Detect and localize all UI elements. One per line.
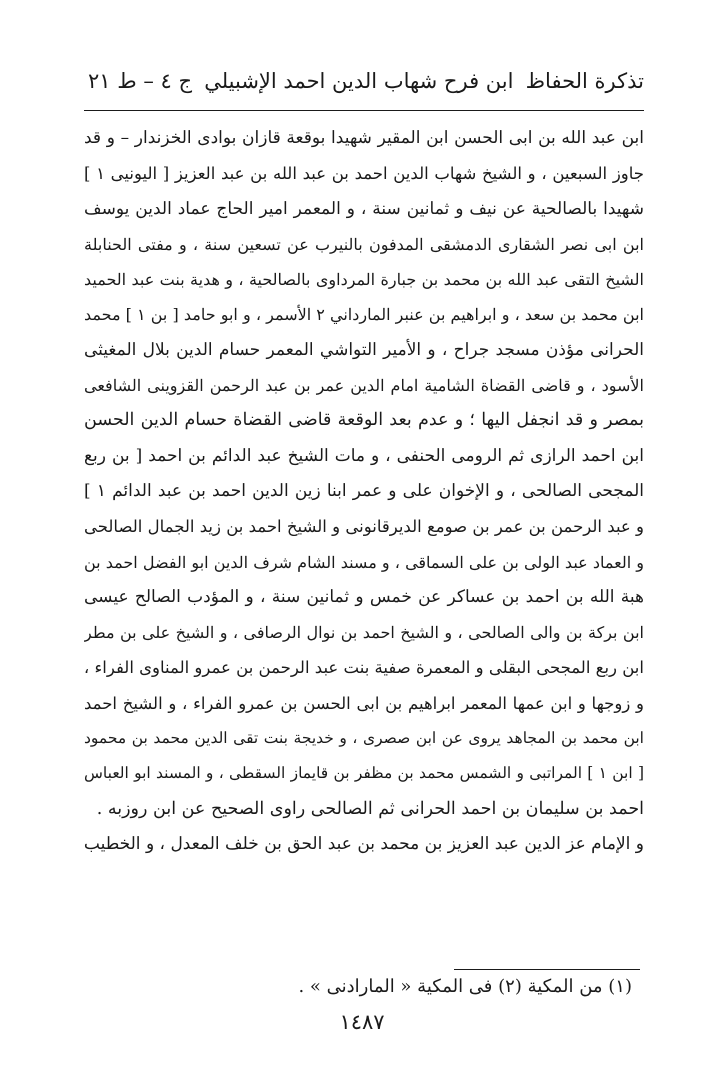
- text-line: ابن ابى نصر الشقارى الدمشقى المدفون بالنيرب عن تسعين سنة ، و مفتى الحنابلة: [84, 234, 644, 254]
- body-text: [84, 121, 644, 862]
- header-entry-title: ابن فرح شهاب الدين احمد الإشبيلي: [204, 69, 514, 93]
- text-line: بمصر و قد انجفل اليها ؛ و عدم بعد الوقعة قاضى القضاة حسام الدين الحسن: [84, 410, 644, 431]
- text-line: ابن محمد بن المجاهد يروى عن ابن صصرى ، و خديجة بنت تقى الدين محمد بن محمود: [84, 729, 644, 748]
- text-line: ابن احمد الرازى ثم الرومى الحنفى ، و مات الشيخ عبد الدائم بن احمد [ بن ربع: [84, 445, 644, 466]
- header-volume-ref: ج ٤ – ط ٢١: [88, 69, 193, 93]
- text-line: [ ابن ١ ] المراتبى و الشمس محمد بن مظفر بن قايماز السقطى ، و المسند ابو العباس: [84, 764, 644, 783]
- text-line: ابن عبد الله بن ابى الحسن ابن المقير شهيدا بوقعة قازان بوادى الخزندار – و قد: [84, 128, 644, 148]
- header-rule: [84, 110, 644, 111]
- text-line: شهيدا بالصالحية عن نيف و ثمانين سنة ، و المعمر امير الحاج عماد الدين يوسف: [84, 198, 644, 219]
- footnote: (١) من المكية (٢) فى المكية « المارادنى » .: [298, 976, 632, 997]
- text-line: جاوز السبعين ، و الشيخ شهاب الدين احمد بن عبد الله بن عبد العزيز [ اليونيى ١ ]: [84, 164, 644, 184]
- text-line: و الإمام عز الدين عبد العزيز بن محمد بن عبد الحق بن خلف المعدل ، و الخطيب: [84, 833, 644, 854]
- header-book-title: تذكرة الحفاظ: [525, 69, 644, 93]
- text-line: الأسود ، و قاضى القضاة الشامية امام الدين عمر بن عبد الرحمن القزوينى الشافعى: [84, 376, 644, 396]
- text-line: احمد بن سليمان بن احمد الحرانى ثم الصالحى راوى الصحيح عن ابن روزبه .: [96, 798, 644, 819]
- text-line: و العماد عبد الولى بن على السماقى ، و مسند الشام شرف الدين ابو الفضل احمد بن: [84, 552, 644, 572]
- text-line: و عبد الرحمن بن عمر بن صومع الديرقانونى و الشيخ احمد بن زيد الجمال الصالحى: [84, 517, 644, 537]
- running-header: [88, 62, 644, 100]
- footnote-rule: [454, 969, 640, 970]
- text-line: ابن بركة بن والى الصالحى ، و الشيخ احمد بن نوال الرصافى ، و الشيخ على بن مطر: [84, 623, 644, 643]
- text-line: ابن ربع المجحى البقلى و المعمرة صفية بنت عبد الرحمن بن عمرو المناوى الفراء ،: [84, 658, 644, 678]
- text-line: الحرانى مؤذن مسجد جراح ، و الأمير التواشي المعمر حسام الدين بلال المغيثى: [84, 339, 644, 360]
- page-number: ١٤٨٧: [339, 1010, 385, 1034]
- text-line: الشيخ التقى عبد الله بن محمد بن جبارة المرداوى بالصالحية ، و هدية بنت عبد الحميد: [84, 270, 644, 290]
- text-line: ابن محمد بن سعد ، و ابراهيم بن عنبر المارداني ٢ الأسمر ، و ابو حامد [ بن ١ ] محمد: [84, 305, 644, 325]
- text-line: و زوجها و ابن عمها المعمر ابراهيم بن ابى الحسن بن عمرو الفراء ، و الشيخ احمد: [84, 693, 644, 713]
- text-line: المجحى الصالحى ، و الإخوان على و عمر ابنا زين الدين احمد بن عبد الدائم ١ ]: [84, 480, 644, 501]
- text-line: هبة الله بن احمد بن عساكر عن خمس و ثمانين سنة ، و المؤدب الصالح عيسى: [84, 586, 644, 607]
